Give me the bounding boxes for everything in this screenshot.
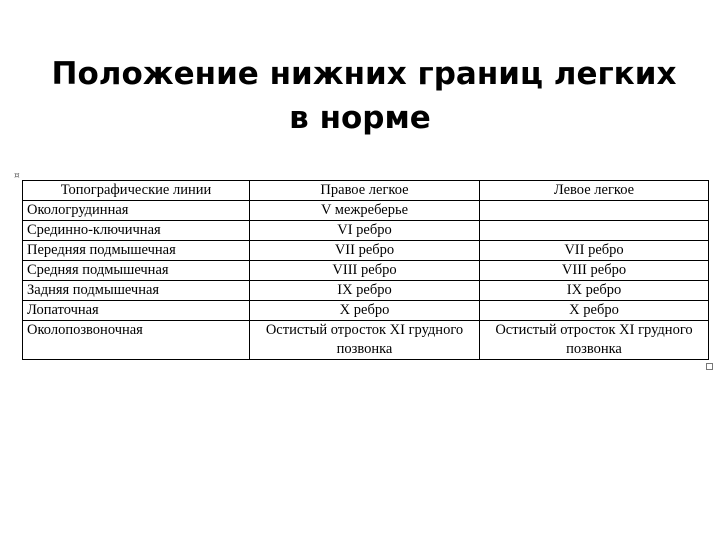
left-lung-cell: IX ребро <box>480 281 709 301</box>
table-row <box>23 201 709 221</box>
left-lung-cell: X ребро <box>480 301 709 321</box>
table-row <box>23 221 709 241</box>
right-lung-cell: X ребро <box>250 301 480 321</box>
left-lung-cell: VIII ребро <box>480 261 709 281</box>
right-lung-cell: Остистый отросток XI грудного позвонка <box>250 321 480 360</box>
line-name-cell: Передняя подмышечная <box>23 241 250 261</box>
table-row <box>23 261 709 281</box>
title-line-2: в норме <box>289 100 431 136</box>
table-row <box>23 281 709 301</box>
left-lung-cell: VII ребро <box>480 241 709 261</box>
line-name-cell: Окологрудинная <box>23 201 250 221</box>
line-name-cell: Срединно-ключичная <box>23 221 250 241</box>
table-anchor-icon: ¤ <box>14 171 20 181</box>
line-name-cell: Лопаточная <box>23 301 250 321</box>
right-lung-cell: V межреберье <box>250 201 480 221</box>
right-lung-cell: VIII ребро <box>250 261 480 281</box>
line-name-cell: Околопозвоночная <box>23 321 250 360</box>
left-lung-cell: Остистый отросток XI грудного позвонка <box>480 321 709 360</box>
table-row <box>23 301 709 321</box>
right-lung-cell: IX ребро <box>250 281 480 301</box>
title-line-1: Положение нижних границ легких <box>51 56 677 92</box>
lung-borders-table <box>22 180 709 360</box>
right-lung-cell: VII ребро <box>250 241 480 261</box>
left-lung-cell <box>480 201 709 221</box>
header-right-lung: Правое легкое <box>250 181 480 201</box>
header-topographic-lines: Топографические линии <box>23 181 250 201</box>
lung-borders-table-container <box>22 180 708 360</box>
table-resize-handle-icon <box>706 363 713 370</box>
right-lung-cell: VI ребро <box>250 221 480 241</box>
line-name-cell: Средняя подмышечная <box>23 261 250 281</box>
slide-title <box>0 52 720 140</box>
header-left-lung: Левое легкое <box>480 181 709 201</box>
line-name-cell: Задняя подмышечная <box>23 281 250 301</box>
table-row <box>23 241 709 261</box>
table-header-row <box>23 181 709 201</box>
left-lung-cell <box>480 221 709 241</box>
table-row <box>23 321 709 360</box>
